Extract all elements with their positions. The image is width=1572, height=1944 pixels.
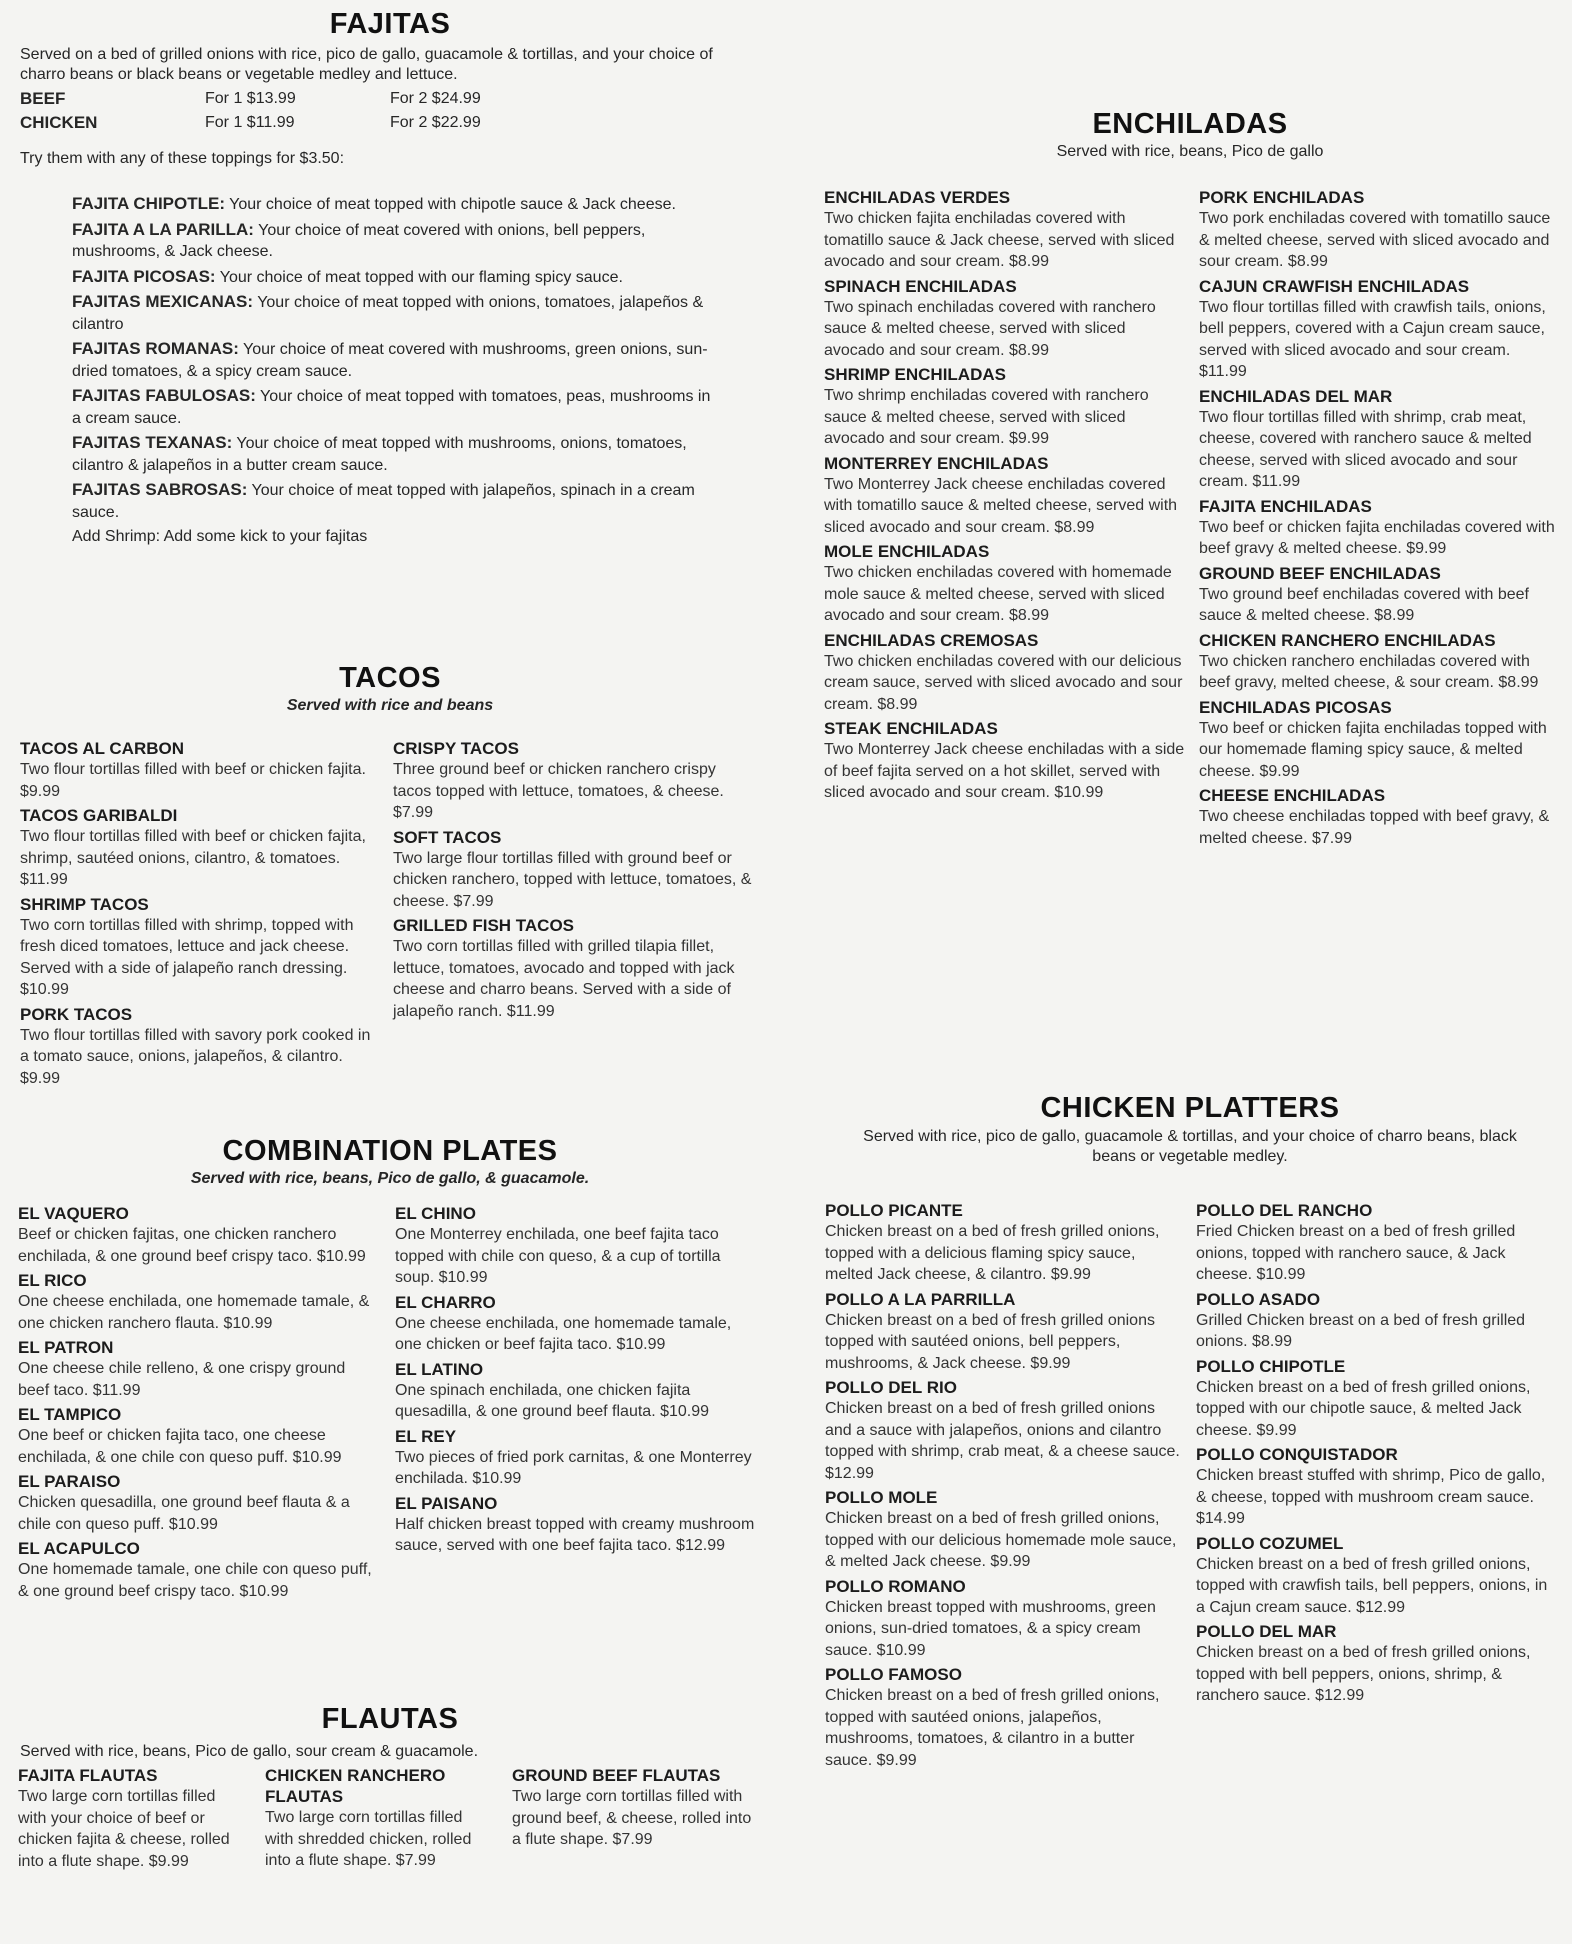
menu-item-description: Two spinach enchiladas covered with ranchero sauce & melted cheese, served with sliced avocado and sour cream. $8.99 [824,298,1156,359]
menu-item-name: EL PARAISO [18,1472,121,1491]
menu-item-name: EL PATRON [18,1338,114,1357]
topping-name: FAJITAS TEXANAS: [72,433,233,452]
menu-item-name: CRISPY TACOS [393,739,519,758]
menu-item-name: POLLO CONQUISTADOR [1196,1445,1398,1464]
menu-item-name: ENCHILADAS PICOSAS [1199,697,1392,717]
menu-item [1196,1356,1558,1442]
fajitas-description: Served on a bed of grilled onions with rice, pico de gallo, guacamole & tortillas, and your choice of charro beans or black beans or vegetable medley and lettuce. [20,46,713,83]
price-for-two: For 2 $24.99 [390,90,481,107]
menu-item-description: Chicken breast on a bed of fresh grilled onions, topped with a delicious flaming spicy sauce, melted Jack cheese, & cilantro. $9.99 [825,1223,1160,1283]
menu-item-description: Two chicken enchiladas covered with homemade mole sauce & melted cheese, served with sliced avocado and sour cream. $8.99 [824,564,1172,624]
fajitas-price-list [20,87,760,135]
menu-item-name: MOLE ENCHILADAS [824,542,990,561]
menu-item [20,894,380,1001]
menu-item-description: Chicken breast on a bed of fresh grilled onions, topped with our chipotle sauce, & melted Jack cheese. $9.99 [1196,1378,1531,1439]
chicken-subtitle: Served with rice, pico de gallo, guacamole & tortillas, and your choice of charro beans, black beans or vegetable medley. [863,1128,1517,1165]
menu-item [825,1664,1183,1771]
fajitas-price-row [20,87,760,111]
menu-item-description: Chicken breast on a bed of fresh grilled onions, topped with crawfish tails, bell peppers, onions, in a Cajun cream sauce. $12.99 [1196,1555,1548,1616]
menu-item [1199,697,1561,783]
menu-item-name: EL CHARRO [395,1292,496,1312]
topping-description: Your choice of meat topped with our flaming spicy sauce. [219,268,623,286]
menu-item-description: Chicken quesadilla, one ground beef flauta & a chile con queso puff. $10.99 [18,1494,350,1533]
menu-item-description: Chicken breast on a bed of fresh grilled onions, topped with our delicious homemade mole sauce, & melted Jack cheese. $9.99 [825,1510,1177,1570]
menu-item-name: POLLO A LA PARRILLA [825,1289,1016,1309]
topping-name: FAJITAS SABROSAS: [72,480,248,499]
menu-item-name: TACOS AL CARBON [20,739,185,758]
menu-item-name: SPINACH ENCHILADAS [824,276,1017,296]
menu-item [393,915,753,1022]
menu-item-description: Chicken breast stuffed with shrimp, Pico de gallo, & cheese, topped with mushroom cream sauce. $14.99 [1196,1467,1546,1527]
menu-item-description: Fried Chicken breast on a bed of fresh grilled onions, topped with ranchero sauce, & Jack cheese. $10.99 [1196,1223,1516,1283]
menu-item [18,1203,378,1267]
menu-item [18,1538,378,1602]
menu-item [1196,1289,1558,1353]
price-for-one: For 1 $11.99 [205,114,295,131]
menu-item-description: One spinach enchilada, one chicken fajita quesadilla, & one ground beef flauta. $10.99 [395,1381,710,1420]
menu-item-description: One Monterrey enchilada, one beef fajita taco topped with chile con queso, & a cup of tortilla soup. $10.99 [395,1226,721,1286]
menu-item-description: Two flour tortillas filled with savory pork cooked in a tomato sauce, onions, jalapeños, & cilantro. $9.99 [20,1026,371,1087]
menu-item [1196,1200,1558,1286]
topping-item [72,385,712,429]
menu-item-name: SHRIMP ENCHILADAS [824,365,1006,384]
tacos-subtitle: Served with rice and beans [286,697,494,714]
menu-item [1199,785,1561,849]
flautas-column-3 [512,1765,757,1854]
combos-column-left [18,1203,378,1605]
topping-description: Your choice of meat topped with mushrooms, onions, tomatoes, cilantro & jalapeños in a butter cream sauce. [72,435,687,474]
topping-item [72,338,712,382]
menu-item-description: Two Monterrey Jack cheese enchiladas covered with tomatillo sauce & melted cheese, served with sliced avocado and sour cream. $8.99 [824,475,1178,536]
menu-item-description: Chicken breast on a bed of fresh grilled onions, topped with bell peppers, onions, shrimp, & ranchero sauce. $12.99 [1196,1644,1531,1704]
menu-item-name: EL ACAPULCO [18,1539,140,1558]
combos-subtitle: Served with rice, beans, Pico de gallo, & guacamole. [190,1170,590,1187]
price-item-name: CHICKEN [20,113,98,132]
menu-item-name: POLLO PICANTE [825,1201,963,1220]
menu-item-name: GROUND BEEF FLAUTAS [512,1766,721,1785]
topping-name: FAJITAS MEXICANAS: [72,292,254,311]
menu-item-name: POLLO MOLE [825,1488,938,1507]
menu-item [18,1765,243,1872]
menu-item [395,1426,755,1490]
topping-description: Your choice of meat topped with onions, tomatoes, jalapeños & cilantro [72,294,704,333]
menu-item-name: EL TAMPICO [18,1405,122,1424]
shrimp-note: Add Shrimp: Add some kick to your fajitas [72,528,368,545]
menu-item-description: Two chicken enchiladas covered with our delicious cream sauce, served with sliced avocado and sour cream. $8.99 [824,652,1183,713]
menu-item [1199,630,1561,694]
enchiladas-column-left [824,187,1186,807]
menu-item-name: CHEESE ENCHILADAS [1199,786,1386,805]
menu-item [1196,1533,1558,1619]
menu-item-name: EL PAISANO [395,1493,498,1513]
menu-item [18,1471,378,1535]
price-for-one: For 1 $13.99 [205,90,296,107]
tacos-section [20,662,760,715]
toppings-list [72,193,712,548]
menu-item [824,276,1186,362]
menu-item-description: Two beef or chicken fajita enchiladas covered with beef gravy & melted cheese. $9.99 [1199,518,1555,557]
topping-name: FAJITA CHIPOTLE: [72,194,225,213]
menu-item [395,1359,755,1423]
flautas-column-2 [265,1765,495,1875]
menu-item [20,805,380,891]
topping-item [72,432,712,476]
menu-item-description: One beef or chicken fajita taco, one cheese enchilada, & one chile con queso puff. $10.99 [18,1427,342,1466]
menu-item [1196,1621,1558,1707]
topping-description: Your choice of meat covered with mushrooms, green onions, sun-dried tomatoes, & a spicy cream sauce. [72,341,708,380]
chicken-column-left [825,1200,1183,1774]
menu-item-name: EL LATINO [395,1359,484,1379]
topping-name: FAJITAS ROMANAS: [72,339,239,358]
combos-title: COMBINATION PLATES [222,1135,558,1167]
menu-item [824,364,1186,450]
menu-item-description: Grilled Chicken breast on a bed of fresh grilled onions. $8.99 [1196,1311,1526,1350]
menu-item-description: Chicken breast on a bed of fresh grilled onions and a sauce with jalapeños, onions and cilantro topped with shrimp, crab meat, & a cheese sauce. $12.99 [825,1400,1180,1482]
topping-name: FAJITA A LA PARILLA: [72,219,254,239]
menu-item [825,1487,1183,1573]
menu-item-name: POLLO ROMANO [825,1576,966,1596]
menu-item [1199,187,1561,273]
chicken-title: CHICKEN PLATTERS [1040,1092,1340,1124]
menu-item-description: Two large corn tortillas filled with ground beef, & cheese, rolled into a flute shape. $7.99 [512,1788,752,1848]
enchiladas-subtitle: Served with rice, beans, Pico de gallo [1056,143,1324,160]
menu-item-name: GRILLED FISH TACOS [393,916,575,935]
menu-item-name: STEAK ENCHILADAS [824,719,998,738]
tacos-column-right [393,738,753,1025]
topping-item [72,479,712,523]
menu-item-name: POLLO DEL RIO [825,1378,957,1397]
menu-item-name: POLLO DEL MAR [1196,1622,1337,1641]
menu-item-name: POLLO FAMOSO [825,1665,962,1684]
menu-item [20,738,380,802]
menu-item-description: Two chicken ranchero enchiladas covered with beef gravy, melted cheese, & sour cream. $8.99 [1199,652,1539,691]
menu-item [512,1765,757,1851]
combos-section [20,1135,760,1188]
menu-item [824,630,1186,716]
menu-item-description: One cheese chile relleno, & one crispy ground beef taco. $11.99 [18,1360,346,1399]
menu-item-description: Two shrimp enchiladas covered with ranchero sauce & melted cheese, served with sliced avocado and sour cream. $9.99 [824,387,1149,447]
fajitas-price-row [20,111,760,135]
fajitas-section [20,8,760,551]
menu-item [395,1493,755,1557]
menu-item [18,1404,378,1468]
menu-item [824,541,1186,627]
menu-item-description: Two beef or chicken fajita enchiladas topped with our homemade flaming spicy sauce, & melted cheese. $9.99 [1199,719,1547,780]
menu-item-name: EL CHINO [395,1204,476,1223]
flautas-section [20,1703,760,1762]
menu-item-name: ENCHILADAS CREMOSAS [824,630,1039,650]
menu-item-description: Two flour tortillas filled with beef or chicken fajita, shrimp, sautéed onions, cilantro, & tomatoes. $11.99 [20,828,366,888]
menu-item-name: EL REY [395,1426,457,1446]
enchiladas-title: ENCHILADAS [1092,108,1288,140]
menu-item [393,738,753,824]
menu-item [265,1765,495,1872]
menu-item [824,187,1186,273]
menu-item [20,1004,380,1090]
topping-description: Your choice of meat topped with jalapeños, spinach in a cream sauce. [72,482,695,521]
menu-item-name: PORK TACOS [20,1004,133,1024]
enchiladas-section [820,108,1560,161]
topping-description: Your choice of meat topped with chipotle sauce & Jack cheese. [229,196,676,213]
menu-item [1196,1444,1558,1530]
topping-description: Your choice of meat topped with tomatoes, peas, mushrooms in a cream sauce. [72,388,711,427]
menu-item [395,1292,755,1356]
price-for-two: For 2 $22.99 [390,114,481,131]
menu-item [1199,386,1561,493]
menu-item [18,1337,378,1401]
menu-item-description: Two corn tortillas filled with grilled tilapia fillet, lettuce, tomatoes, avocado and topped with jack cheese and charro beans. Served with a side of jalapeño ranch. $11.99 [393,938,735,1020]
menu-item-name: CAJUN CRAWFISH ENCHILADAS [1199,276,1470,296]
topping-item [72,219,712,263]
menu-item-description: One cheese enchilada, one homemade tamale, & one chicken ranchero flauta. $10.99 [18,1293,370,1332]
chicken-column-right [1196,1200,1558,1710]
menu-item-description: Two pork enchiladas covered with tomatillo sauce & melted cheese, served with sliced avocado and sour cream. $8.99 [1199,210,1551,270]
menu-item-name: SOFT TACOS [393,827,502,847]
menu-item-description: Chicken breast on a bed of fresh grilled onions topped with sautéed onions, bell peppers, mushrooms, & Jack cheese. $9.99 [825,1311,1155,1372]
menu-item-name: TACOS GARIBALDI [20,806,178,825]
menu-item-name: POLLO CHIPOTLE [1196,1356,1346,1376]
menu-item-name: MONTERREY ENCHILADAS [824,453,1049,473]
menu-item-name: POLLO COZUMEL [1196,1533,1344,1553]
menu-item-description: Two Monterrey Jack cheese enchiladas with a side of beef fajita served on a hot skillet, served with sliced avocado and sour cream. $10.99 [824,741,1185,801]
menu-item [18,1270,378,1334]
menu-item-name: EL VAQUERO [18,1204,129,1223]
flautas-title: FLAUTAS [321,1703,459,1735]
menu-item-name: GROUND BEEF ENCHILADAS [1199,563,1441,583]
menu-item [824,718,1186,804]
menu-item-description: Two corn tortillas filled with shrimp, topped with fresh diced tomatoes, lettuce and jack cheese. Served with a side of jalapeño ranch dressing. $10.99 [20,916,354,998]
menu-item-description: Half chicken breast topped with creamy mushroom sauce, served with one beef fajita taco. $12.99 [395,1515,755,1554]
menu-item-description: Two flour tortillas filled with beef or chicken fajita. $9.99 [20,761,366,800]
menu-item [1199,276,1561,383]
topping-name: FAJITAS FABULOSAS: [72,386,256,405]
menu-item [395,1203,755,1289]
menu-item-name: ENCHILADAS VERDES [824,188,1011,207]
menu-item-name: EL RICO [18,1271,87,1290]
fajitas-title: FAJITAS [329,8,451,40]
menu-item-name: PORK ENCHILADAS [1199,188,1365,207]
menu-item-description: One homemade tamale, one chile con queso puff, & one ground beef crispy taco. $10.99 [18,1561,372,1600]
menu-item-description: Two large corn tortillas filled with your choice of beef or chicken fajita & cheese, rolled into a flute shape. $9.99 [18,1788,230,1870]
menu-item [1199,563,1561,627]
menu-item-description: Chicken breast on a bed of fresh grilled onions, topped with sautéed onions, jalapeños, mushrooms, tomatoes, & cilantro in a butter sauce. $9.99 [825,1687,1160,1769]
menu-item-name: POLLO ASADO [1196,1289,1321,1309]
menu-item [825,1377,1183,1484]
topping-item [72,266,712,289]
menu-item [824,453,1186,539]
menu-item [393,827,753,913]
menu-item [825,1576,1183,1662]
flautas-column-1 [18,1765,243,1875]
menu-item-description: Two chicken fajita enchiladas covered with tomatillo sauce & Jack cheese, served with sliced avocado and sour cream. $8.99 [824,210,1175,270]
menu-item-name: FAJITA FLAUTAS [18,1766,158,1785]
menu-item-name: CHICKEN RANCHERO FLAUTAS [265,1766,446,1806]
enchiladas-column-right [1199,187,1561,852]
toppings-intro: Try them with any of these toppings for $3.50: [20,150,345,167]
menu-item-description: Two cheese enchiladas topped with beef gravy, & melted cheese. $7.99 [1199,808,1550,847]
menu-item-description: Two flour tortillas filled with shrimp, crab meat, cheese, covered with ranchero sauce & melted cheese, served with sliced avocado and sour cream. $11.99 [1199,408,1532,490]
flautas-description: Served with rice, beans, Pico de gallo, sour cream & guacamole. [20,1743,479,1760]
menu-item-description: Two large corn tortillas filled with shredded chicken, rolled into a flute shape. $7.99 [265,1809,472,1869]
topping-name: FAJITA PICOSAS: [72,266,216,286]
topping-item [72,291,712,335]
menu-item-description: Chicken breast topped with mushrooms, green onions, sun-dried tomatoes, & a spicy cream sauce. $10.99 [825,1598,1156,1659]
menu-item-description: Two large flour tortillas filled with ground beef or chicken ranchero, topped with lettuce, tomatoes, & cheese. $7.99 [393,849,752,910]
menu-item-name: SHRIMP TACOS [20,894,149,914]
topping-item [72,193,712,216]
menu-item-description: Two pieces of fried pork carnitas, & one Monterrey enchilada. $10.99 [395,1448,752,1487]
menu-item-description: One cheese enchilada, one homemade tamale, one chicken or beef fajita taco. $10.99 [395,1314,732,1353]
tacos-title: TACOS [339,662,441,694]
menu-item-description: Beef or chicken fajitas, one chicken ranchero enchilada, & one ground beef crispy taco. $10.99 [18,1226,366,1265]
chicken-section [820,1092,1560,1167]
combos-column-right [395,1203,755,1560]
menu-item-name: FAJITA ENCHILADAS [1199,496,1372,516]
tacos-column-left [20,738,380,1092]
menu-item-name: ENCHILADAS DEL MAR [1199,386,1393,406]
menu-item [825,1289,1183,1375]
menu-item-description: Three ground beef or chicken ranchero crispy tacos topped with lettuce, tomatoes, & cheese. $7.99 [393,761,724,821]
menu-item-name: CHICKEN RANCHERO ENCHILADAS [1199,630,1496,650]
topping-description: Your choice of meat covered with onions, bell peppers, mushrooms, & Jack cheese. [72,221,646,260]
menu-item [1199,496,1561,560]
price-item-name: BEEF [20,89,66,108]
menu-item-name: POLLO DEL RANCHO [1196,1201,1373,1220]
menu-item-description: Two flour tortillas filled with crawfish tails, onions, bell peppers, covered with a Cajun cream sauce, served with sliced avocado and sour cream. $11.99 [1199,298,1546,380]
menu-item [825,1200,1183,1286]
menu-item-description: Two ground beef enchiladas covered with beef sauce & melted cheese. $8.99 [1199,585,1529,624]
